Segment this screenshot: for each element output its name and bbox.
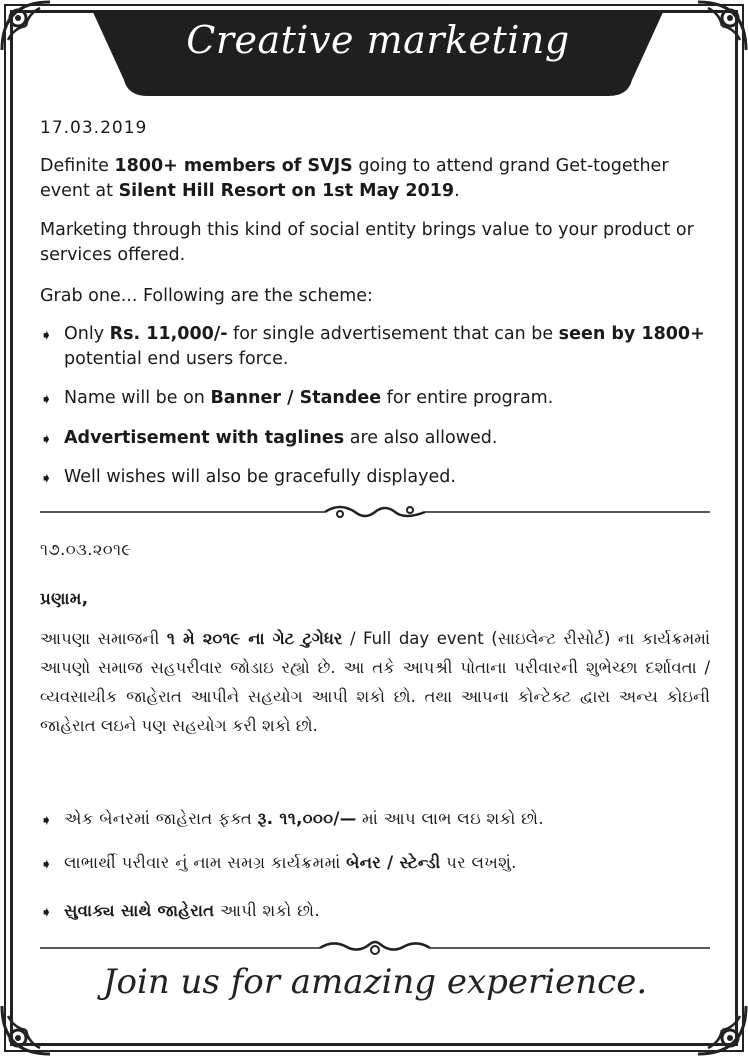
header-title: Creative marketing bbox=[186, 18, 570, 62]
arrow-bullet-icon: ➧ bbox=[40, 326, 53, 344]
english-paragraph-2: Marketing through this kind of social entity brings value to your product or services offered. bbox=[40, 220, 694, 265]
english-date: 17.03.2019 bbox=[40, 118, 148, 138]
english-bullet-4: ➧ Well wishes will also be gracefully displayed. bbox=[40, 465, 710, 490]
english-bullet-2: ➧ Name will be on Banner / Standee for entire program. bbox=[40, 386, 710, 411]
english-bullet-3: ➧ Advertisement with taglines are also allowed. bbox=[40, 426, 710, 451]
english-paragraph-3: Grab one... Following are the scheme: bbox=[40, 286, 373, 306]
corner-ornament-icon bbox=[696, 1004, 748, 1056]
corner-ornament-icon bbox=[0, 1004, 52, 1056]
arrow-bullet-icon: ➧ bbox=[40, 855, 53, 873]
ornamental-divider bbox=[40, 502, 710, 522]
arrow-bullet-icon: ➧ bbox=[40, 811, 53, 829]
gujarati-bullet-1: ➧ એક બેનરમાં જાહેરાત ફક્ત રૂ. ૧૧,૦૦૦/— માં આપ લાભ લઇ શકો છો. bbox=[40, 806, 710, 832]
gujarati-greeting: પ્રણામ, bbox=[40, 589, 89, 608]
gujarati-date: ૧૭.૦૩.૨૦૧૯ bbox=[40, 540, 132, 559]
gujarati-bullet-3: ➧ સુવાક્ય સાથે જાહેરાત આપી શકો છો. bbox=[40, 898, 710, 924]
arrow-bullet-icon: ➧ bbox=[40, 390, 53, 408]
ornamental-divider bbox=[40, 938, 710, 958]
arrow-bullet-icon: ➧ bbox=[40, 469, 53, 487]
signoff-tagline: Join us for amazing experience. bbox=[102, 962, 648, 1002]
gujarati-bullet-2: ➧ લાભાર્થી પરીવાર નું નામ સમગ્ર કાર્યક્રમમાં બેનર / સ્ટેન્ડી પર લખશું. bbox=[40, 850, 710, 876]
arrow-bullet-icon: ➧ bbox=[40, 430, 53, 448]
gujarati-paragraph: આપણા સમાજની ૧ મે ૨૦૧૯ ના ગેટ ટુગેધર / Full day event (સાઇલેન્ટ રીસોર્ટ) ના કાર્યક્રમમાં આપણો સમાજ સહપરીવાર જોડાઇ રહ્યો છે. આ તકે આપશ્રી પોતાના પરીવારની શુભેચ્છા દર્શાવતા / વ્યવસાયીક જાહેરાત આપીને સહયોગ આપી શકો છો. તથા આપના કોન્ટેક્ટ દ્વારા અન્ય કોઇની જાહેરાત લઇને પણ સહયોગ કરી શકો છો. bbox=[40, 629, 710, 735]
corner-ornament-icon bbox=[696, 0, 748, 52]
corner-ornament-icon bbox=[0, 0, 52, 52]
english-bullet-1: ➧ Only Rs. 11,000/- for single advertisement that can be seen by 1800+ potential end users force. bbox=[40, 324, 705, 369]
arrow-bullet-icon: ➧ bbox=[40, 903, 53, 921]
english-paragraph-1: Definite 1800+ members of SVJS going to attend grand Get-together event at Silent Hill Resort on 1st May 2019. bbox=[40, 156, 669, 201]
